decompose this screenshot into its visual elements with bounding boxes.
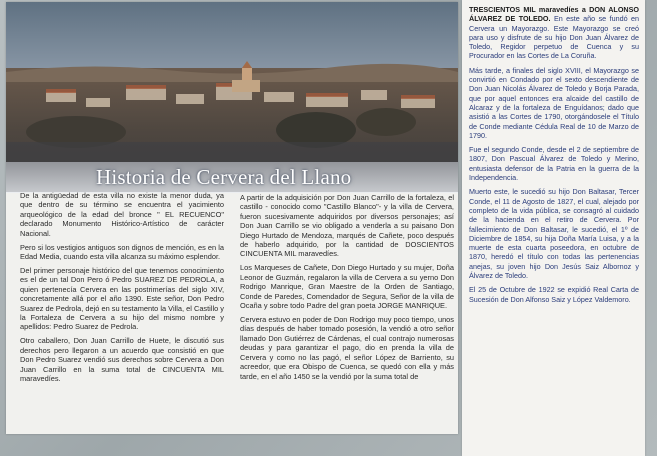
lead-text: En este año se fundó en Cervera un Mayorazgo. Este Mayorazgo se creó para uso y disfrute de su hijo Don Juan Álvarez de Toledo, Regidor perpetuo de Cuenca y su Procurador en las Cortes de La Coruña. <box>469 14 639 61</box>
paragraph: Cervera estuvo en poder de Don Rodrigo muy poco tiempo, unos días después de haber tomado posesión, la vendió a otro señor llamado Don Gutiérrez de Cárdenas, el cual contrajo numerosas deudas y para garantizar el pago, dio en prenda la villa de Cervera y como no las pagó, el señor López de Barriento, su acreedor, que era Obispo de Cuenca, se quedó con ella y más tarde, en el año 1450 se la vendió por la suma total de <box>240 315 454 381</box>
paragraph: Del primer personaje histórico del que tenemos conocimiento es el de un tal Don Pero ó Pedro SUAREZ DE PEDROLA, a quien pertenecía Cervera en las postrimerías del siglo XIV, concretamente allá por el año 1390. Este señor, Don Pedro Suarez de Pedrola, dejó en su testamento la Villa, el Castillo y la Fortaleza de Cervera a su hijo del mismo nombre y apellidos: Pedro Suarez de Pedrola. <box>20 266 224 332</box>
continuation-panel <box>462 0 645 456</box>
paragraph: Otro caballero, Don Juan Carrillo de Huete, le discutió sus derechos pero llegaron a un acuerdo que consistió en que Don Pedro Suarez vendió sus derechos sobre Cervera a Don Juan Carrillo en la suma total de CINCUENTA MIL maravedíes. <box>20 336 224 384</box>
text-column-3 <box>469 5 639 309</box>
paragraph: El 25 de Octubre de 1922 se expidió Real Carta de Sucesión de Don Alfonso Saiz y López Valdemoro. <box>469 285 639 304</box>
text-column-2 <box>240 193 454 386</box>
paragraph: Más tarde, a finales del siglo XVIII, el Mayorazgo se convirtió en Condado por el sexto descendiente de Don Juan Nicolás Álvarez de Toledo y Borja Parada, que por aquel entonces era alcaide del castillo de Alcaraz y de la fortaleza de Enguídanos; dado que asistió a las Cortes de 1790, otorgándosele el Título de Conde mediante Cédula Real de 10 de Marzo de 1790. <box>469 65 639 140</box>
article-title: Historia de Cervera del Llano <box>96 165 352 189</box>
lead-bold-text: TRESCIENTOS MIL maravedíes a DON ALONSO ÁLVAREZ DE TOLEDO. <box>469 5 639 24</box>
paragraph: Los Marqueses de Cañete, Don Diego Hurtado y su mujer, Doña Leonor de Guzmán, regalaron la villa de Cervera a su yerno Don Rodrigo Manrique, Gran Maestre de la Orden de Santiago, Conde de Paredes, Comendador de Segura, Señor de la villa de Ocaña y sobre todo Padre del gran poeta JORGE MANRIQUE. <box>240 263 454 311</box>
paragraph: Muerto este, le sucedió su hijo Don Baltasar, Tercer Conde, el 11 de Agosto de 1827, el cual, alejado por completo de la vida pública, se consagró al cuidado de la hacienda en el retiro de Cervera. Por fallecimiento de Don Baltasar, le sucedió, el 1º de Diciembre de 1854, su hija Doña María Luisa, y a la muerte de esta cuarta poseedora, en octubre de 1870, heredó el título con todas las pertenencias anejas, su joven hijo Don Jesús Saiz Albornoz y Álvarez de Toledo. <box>469 187 639 281</box>
paragraph: Fue el segundo Conde, desde el 2 de septiembre de 1807, Don Pascual Álvarez de Toledo y Merino, entusiasta defensor de la Patria en la guerra de la Independencia. <box>469 145 639 183</box>
article-sheet <box>6 2 458 434</box>
paragraph: De la antigüedad de esta villa no existe la menor duda, ya que dentro de su término se encuentra el yacimiento arqueológico de la edad del bronce " EL RECUENCO" declarado Monumento Histórico-Artístico de carácter Nacional. <box>20 191 224 238</box>
paragraph: Pero si los vestigios antiguos son dignos de mención, es en la Edad Media, cuando esta villa alcanza su máximo esplendor. <box>20 242 224 262</box>
paragraph: A partir de la adquisición por Don Juan Carrillo de la fortaleza, el castillo - conocido como "Castillo Blanco"- y la villa de Cervera, fueron sucesivamente adquiridos por diversos personajes; así Don Juan Carrillo se vio obligado a venderla a su paisano Don Diego Hurtado de Mendoza, marqués de Cañete, poco después de haberlo adquirido, por la cantidad de DOSCIENTOS CINCUENTA MIL maravedíes. <box>240 193 454 259</box>
text-column-1 <box>20 191 224 388</box>
